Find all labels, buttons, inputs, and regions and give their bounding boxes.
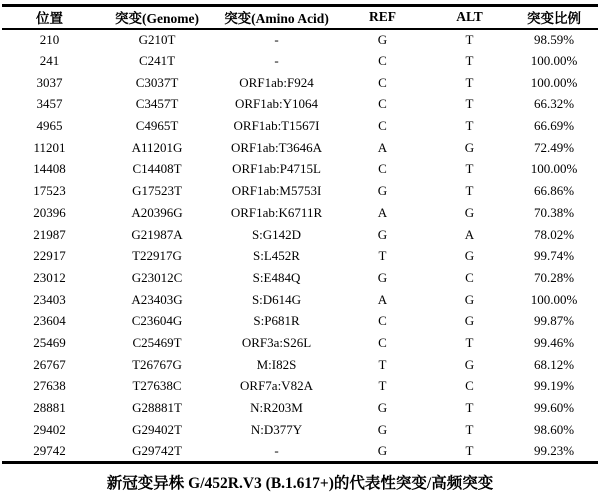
- table-row: [2, 289, 598, 311]
- cell-genome-mutation: C3457T: [135, 96, 179, 112]
- table-caption: 新冠变异株 G/452R.V3 (B.1.617+)的代表性突变/高频突变: [106, 474, 494, 492]
- cell-ref: G: [377, 31, 388, 47]
- cell-ref: C: [378, 96, 387, 112]
- cell-alt: C: [465, 378, 474, 394]
- table-row: [2, 159, 598, 181]
- cell-ref: C: [378, 313, 387, 329]
- cell-alt: G: [464, 139, 475, 155]
- table-row: [2, 419, 598, 441]
- table-row: [2, 441, 598, 463]
- cell-amino-acid-mutation: -: [274, 31, 279, 47]
- table-row: [2, 202, 598, 224]
- cell-position: 11201: [33, 139, 66, 155]
- cell-genome-mutation: T22917G: [132, 248, 182, 264]
- cell-amino-acid-mutation: S:P681R: [253, 313, 300, 329]
- cell-genome-mutation: G29742T: [132, 442, 182, 458]
- table-head: [2, 6, 598, 29]
- header-amino-acid-mutation: 突变(Amino Acid): [217, 6, 336, 29]
- cell-amino-acid-mutation: N:D377Y: [250, 421, 303, 437]
- cell-genome-mutation: A23403G: [131, 291, 183, 307]
- cell-position: 3037: [36, 74, 63, 90]
- cell-genome-mutation: C3037T: [135, 74, 179, 90]
- cell-ref: G: [377, 442, 388, 458]
- cell-alt: C: [465, 269, 474, 285]
- cell-alt: A: [464, 226, 475, 242]
- cell-ref: C: [378, 118, 387, 134]
- cell-amino-acid-mutation: ORF1ab:K6711R: [230, 204, 323, 220]
- cell-alt: T: [465, 74, 474, 90]
- cell-alt: T: [465, 118, 474, 134]
- table-row: [2, 310, 598, 332]
- cell-position: 17523: [33, 183, 66, 199]
- cell-alt: G: [464, 313, 475, 329]
- cell-ref: C: [378, 53, 387, 69]
- cell-mutation-ratio: 78.02%: [533, 226, 575, 242]
- cell-mutation-ratio: 70.28%: [533, 269, 575, 285]
- cell-mutation-ratio: 100.00%: [530, 74, 578, 90]
- cell-ref: G: [377, 226, 388, 242]
- cell-ref: A: [377, 139, 388, 155]
- cell-position: 29402: [33, 421, 66, 437]
- cell-mutation-ratio: 100.00%: [530, 53, 578, 69]
- cell-mutation-ratio: 99.46%: [533, 334, 575, 350]
- cell-mutation-ratio: 99.74%: [533, 248, 575, 264]
- cell-position: 22917: [33, 248, 66, 264]
- cell-amino-acid-mutation: -: [274, 53, 279, 69]
- table-row: [2, 245, 598, 267]
- cell-alt: G: [464, 356, 475, 372]
- cell-genome-mutation: G210T: [138, 31, 176, 47]
- cell-genome-mutation: C23604G: [131, 313, 183, 329]
- cell-amino-acid-mutation: ORF3a:S26L: [241, 334, 312, 350]
- table-header-row: [2, 6, 598, 29]
- cell-genome-mutation: G21987A: [131, 226, 183, 242]
- cell-mutation-ratio: 99.87%: [533, 313, 575, 329]
- cell-amino-acid-mutation: ORF1ab:F924: [239, 74, 314, 90]
- table-row: [2, 267, 598, 289]
- table-row: [2, 94, 598, 116]
- cell-genome-mutation: A11201G: [131, 139, 183, 155]
- cell-mutation-ratio: 99.60%: [533, 400, 575, 416]
- mutation-table: [2, 4, 598, 464]
- cell-amino-acid-mutation: ORF1ab:T3646A: [231, 139, 322, 155]
- cell-position: 241: [39, 53, 60, 69]
- cell-mutation-ratio: 66.32%: [533, 96, 575, 112]
- header-mutation-ratio: 突变比例: [510, 6, 598, 29]
- cell-alt: T: [465, 53, 474, 69]
- cell-alt: T: [465, 31, 474, 47]
- cell-amino-acid-mutation: ORF1ab:Y1064: [234, 96, 319, 112]
- cell-position: 21987: [33, 226, 66, 242]
- cell-amino-acid-mutation: S:E484Q: [252, 269, 301, 285]
- cell-genome-mutation: G17523T: [132, 183, 182, 199]
- cell-mutation-ratio: 100.00%: [530, 291, 578, 307]
- table-row: [2, 72, 598, 94]
- cell-genome-mutation: G23012C: [131, 269, 183, 285]
- header-ref: REF: [336, 6, 429, 29]
- header-position: 位置: [2, 6, 97, 29]
- cell-ref: C: [378, 74, 387, 90]
- cell-genome-mutation: C4965T: [135, 118, 179, 134]
- cell-amino-acid-mutation: ORF1ab:M5753I: [231, 183, 322, 199]
- table-row: [2, 397, 598, 419]
- cell-alt: G: [464, 204, 475, 220]
- cell-position: 25469: [33, 334, 66, 350]
- cell-alt: G: [464, 248, 475, 264]
- cell-mutation-ratio: 68.12%: [533, 356, 575, 372]
- cell-position: 28881: [33, 400, 66, 416]
- table-row: [2, 115, 598, 137]
- cell-mutation-ratio: 66.69%: [533, 118, 575, 134]
- cell-amino-acid-mutation: ORF1ab:P4715L: [232, 161, 321, 177]
- table-row: [2, 332, 598, 354]
- cell-ref: C: [378, 334, 387, 350]
- cell-genome-mutation: G29402T: [132, 421, 182, 437]
- cell-genome-mutation: C14408T: [132, 161, 182, 177]
- cell-ref: T: [378, 356, 387, 372]
- table-row: [2, 224, 598, 246]
- cell-ref: G: [377, 269, 388, 285]
- table-row: [2, 50, 598, 72]
- cell-ref: G: [377, 183, 388, 199]
- header-genome-mutation: 突变(Genome): [97, 6, 217, 29]
- cell-position: 23403: [33, 291, 66, 307]
- cell-ref: A: [377, 204, 388, 220]
- cell-genome-mutation: T27638C: [132, 378, 182, 394]
- table-row: [2, 376, 598, 398]
- cell-ref: G: [377, 400, 388, 416]
- cell-position: 27638: [33, 378, 66, 394]
- header-alt: ALT: [429, 6, 510, 29]
- table-body: [2, 29, 598, 463]
- cell-mutation-ratio: 70.38%: [533, 204, 575, 220]
- table-row: [2, 354, 598, 376]
- cell-alt: T: [465, 183, 474, 199]
- cell-alt: T: [465, 334, 474, 350]
- cell-position: 3457: [36, 96, 63, 112]
- cell-alt: T: [465, 161, 474, 177]
- cell-alt: G: [464, 291, 475, 307]
- table-row: [2, 137, 598, 159]
- cell-ref: A: [377, 291, 388, 307]
- cell-amino-acid-mutation: S:L452R: [253, 248, 300, 264]
- cell-mutation-ratio: 99.23%: [533, 442, 575, 458]
- cell-amino-acid-mutation: -: [274, 442, 279, 458]
- cell-position: 29742: [33, 442, 66, 458]
- cell-position: 210: [39, 31, 60, 47]
- cell-mutation-ratio: 98.60%: [533, 421, 575, 437]
- cell-alt: T: [465, 400, 474, 416]
- table-row: [2, 29, 598, 51]
- page: [0, 4, 600, 502]
- cell-mutation-ratio: 72.49%: [533, 139, 575, 155]
- cell-genome-mutation: T26767G: [132, 356, 182, 372]
- cell-position: 20396: [33, 204, 66, 220]
- cell-amino-acid-mutation: N:R203M: [250, 400, 303, 416]
- cell-ref: G: [377, 421, 388, 437]
- cell-amino-acid-mutation: S:D614G: [251, 291, 302, 307]
- cell-alt: T: [465, 442, 474, 458]
- cell-genome-mutation: C241T: [138, 53, 176, 69]
- cell-mutation-ratio: 99.19%: [533, 378, 575, 394]
- cell-amino-acid-mutation: ORF7a:V82A: [240, 378, 313, 394]
- cell-amino-acid-mutation: M:I82S: [256, 356, 297, 372]
- cell-ref: C: [378, 161, 387, 177]
- table-row: [2, 180, 598, 202]
- cell-alt: T: [465, 421, 474, 437]
- cell-position: 23012: [33, 269, 66, 285]
- cell-genome-mutation: C25469T: [132, 334, 182, 350]
- cell-ref: T: [378, 378, 387, 394]
- cell-genome-mutation: A20396G: [131, 204, 183, 220]
- cell-amino-acid-mutation: ORF1ab:T1567I: [233, 118, 320, 134]
- cell-mutation-ratio: 98.59%: [533, 31, 575, 47]
- cell-amino-acid-mutation: S:G142D: [251, 226, 302, 242]
- cell-position: 14408: [33, 161, 66, 177]
- cell-mutation-ratio: 100.00%: [530, 161, 578, 177]
- cell-genome-mutation: G28881T: [132, 400, 182, 416]
- cell-position: 4965: [36, 118, 63, 134]
- cell-position: 23604: [33, 313, 66, 329]
- cell-position: 26767: [33, 356, 66, 372]
- cell-ref: T: [378, 248, 387, 264]
- cell-alt: T: [465, 96, 474, 112]
- cell-mutation-ratio: 66.86%: [533, 183, 575, 199]
